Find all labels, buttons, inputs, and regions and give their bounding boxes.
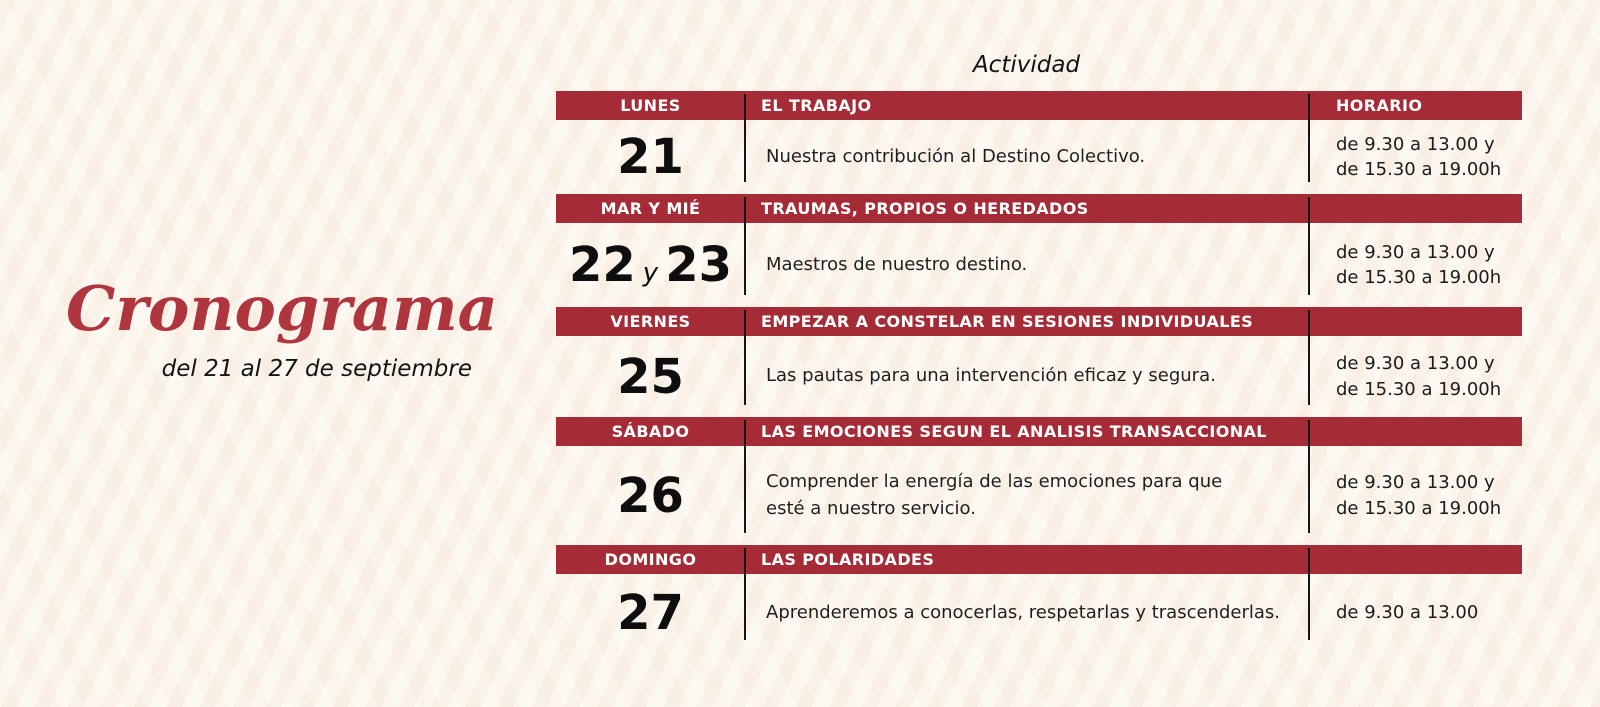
schedule-line-1: de 9.30 a 13.00 — [1336, 602, 1479, 624]
row-header-bar — [556, 307, 1522, 336]
day-label: VIERNES — [610, 312, 691, 331]
day-label: SÁBADO — [611, 422, 690, 441]
schedule-line-1: de 9.30 a 13.00 y — [1336, 241, 1495, 263]
column-divider-line — [1308, 310, 1310, 405]
schedule-line-2: de 15.30 a 19.00h — [1336, 267, 1502, 288]
column-divider-line — [1308, 420, 1310, 533]
activity-description — [745, 469, 1308, 521]
day-label: MAR Y MIÉ — [600, 199, 701, 218]
column-divider-line — [1308, 548, 1310, 640]
schedule-row-lunes — [556, 91, 1522, 194]
day-number — [617, 468, 684, 524]
day-label: LUNES — [620, 96, 681, 115]
activity-title: EL TRABAJO — [761, 96, 872, 115]
page-subtitle: del 21 al 27 de septiembre — [161, 356, 472, 382]
day-number-value: 21 — [617, 129, 684, 185]
column-divider-line — [744, 420, 746, 533]
schedule-line-2: de 15.30 a 19.00h — [1336, 378, 1502, 400]
row-content — [556, 120, 1522, 194]
day-number-value: 25 — [617, 348, 684, 405]
page-title: Cronograma — [66, 272, 498, 345]
day-number-value-2: 23 — [665, 237, 732, 293]
schedule-times — [1308, 470, 1522, 520]
row-header-bar — [556, 417, 1522, 446]
column-divider-line — [1308, 94, 1310, 182]
row-content — [556, 223, 1522, 307]
schedule-row-domingo — [556, 545, 1522, 652]
row-content — [556, 574, 1522, 652]
schedule-line-1: de 9.30 a 13.00 y — [1336, 472, 1495, 494]
schedule-row-viernes — [556, 307, 1522, 417]
day-number — [617, 349, 684, 405]
title-block — [66, 272, 498, 382]
activity-title: LAS EMOCIONES SEGUN EL ANALISIS TRANSACCIONAL — [761, 422, 1267, 441]
row-content — [556, 446, 1522, 545]
description-line-1: Comprender la energía de las emociones para que — [766, 471, 1223, 493]
activity-description — [745, 363, 1308, 389]
activity-title: TRAUMAS, PROPIOS O HEREDADOS — [761, 199, 1089, 218]
activity-description — [745, 252, 1308, 278]
activity-description — [745, 600, 1308, 626]
activity-title: EMPEZAR A CONSTELAR EN SESIONES INDIVIDUALES — [761, 312, 1254, 331]
day-number-value: 26 — [617, 467, 684, 524]
schedule-times — [1308, 351, 1522, 401]
horario-column-header: HORARIO — [1336, 96, 1423, 115]
column-divider-line — [744, 197, 746, 295]
description-line-1: Las pautas para una intervención eficaz y segura. — [766, 365, 1216, 387]
day-number — [617, 585, 684, 641]
column-divider-line — [744, 310, 746, 405]
activity-title: LAS POLARIDADES — [761, 550, 935, 569]
schedule-times — [1308, 600, 1522, 625]
schedule-line-1: de 9.30 a 13.00 y — [1336, 133, 1495, 155]
activity-column-header: Actividad — [972, 52, 1081, 78]
description-line-1: Aprenderemos a conocerlas, respetarlas y trascenderlas. — [766, 601, 1280, 623]
day-number-value: 27 — [617, 585, 684, 641]
row-content — [556, 336, 1522, 417]
description-line-1: Maestros de nuestro destino. — [766, 253, 1028, 275]
schedule-line-1: de 9.30 a 13.00 y — [1336, 353, 1495, 375]
schedule-table — [556, 0, 1522, 652]
description-line-1: Nuestra contribución al Destino Colectivo. — [766, 145, 1146, 167]
row-header-bar — [556, 545, 1522, 574]
column-divider-line — [744, 548, 746, 640]
column-divider-line — [744, 94, 746, 182]
schedule-line-2: de 15.30 a 19.00h — [1336, 497, 1502, 519]
activity-header-zone — [745, 0, 1308, 91]
schedule-row-mar-mie — [556, 194, 1522, 307]
schedule-row-sabado — [556, 417, 1522, 545]
day-connector: y — [642, 258, 659, 288]
description-line-2: esté a nuestro servicio. — [766, 497, 976, 519]
activity-description — [745, 144, 1308, 170]
day-label: DOMINGO — [604, 550, 697, 569]
schedule-times — [1308, 240, 1522, 290]
schedule-times — [1308, 132, 1522, 182]
day-number-value: 22 — [569, 237, 636, 293]
day-number — [569, 237, 732, 293]
row-header-bar — [556, 194, 1522, 223]
day-number — [617, 129, 684, 185]
row-header-bar — [556, 91, 1522, 120]
column-divider-line — [1308, 197, 1310, 295]
schedule-line-2: de 15.30 a 19.00h — [1336, 159, 1502, 180]
